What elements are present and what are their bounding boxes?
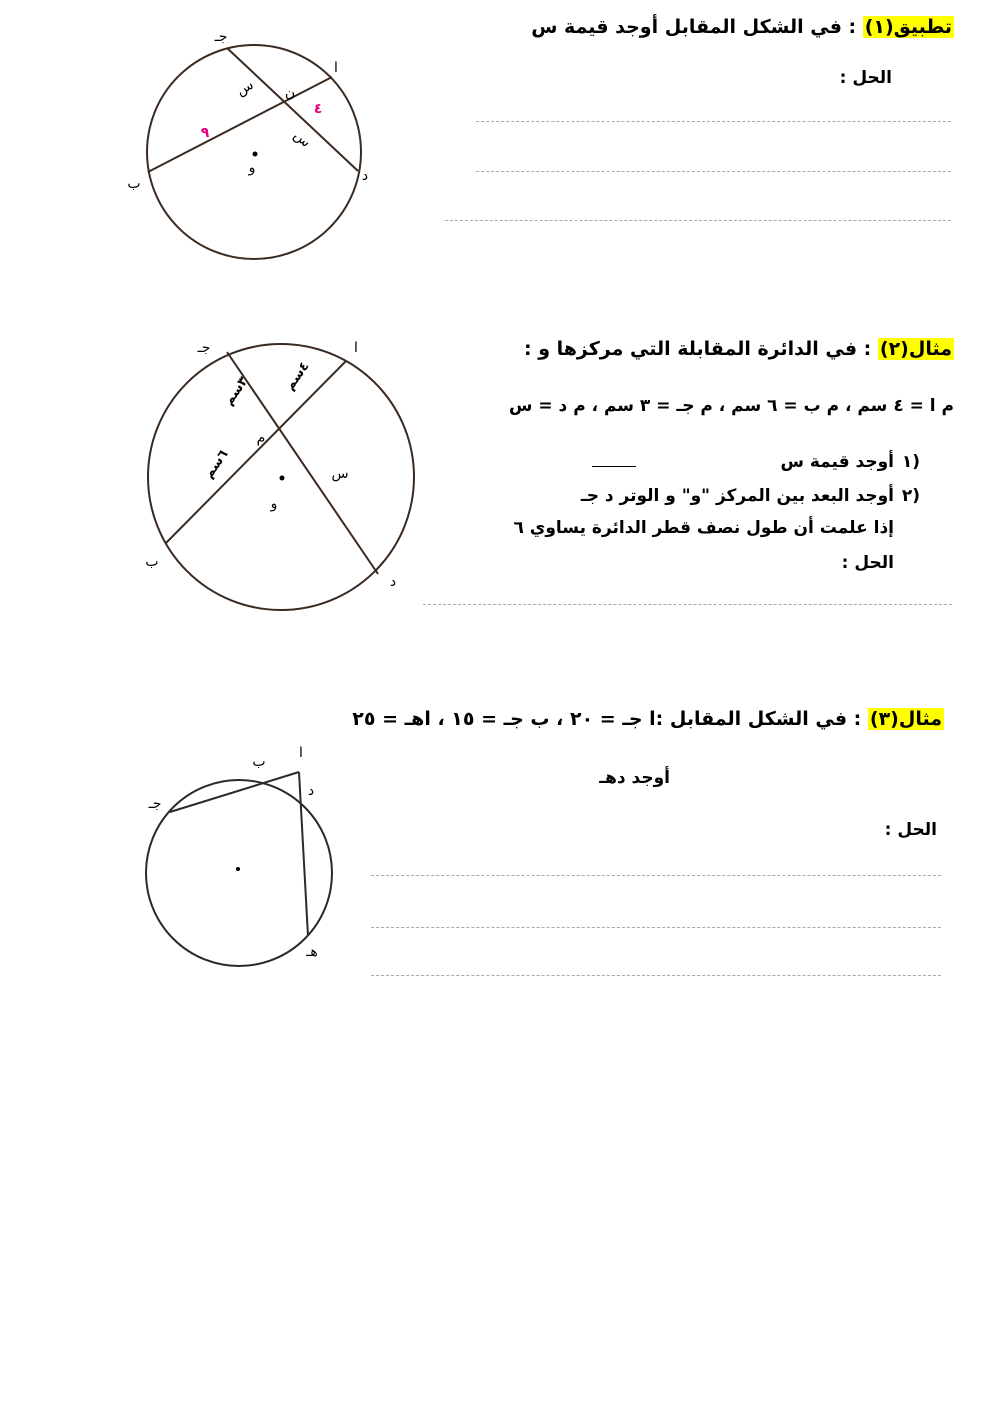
ex2-label: مثال(٢)	[879, 338, 952, 360]
ex2-q2-cont: إذا علمت أن طول نصف قطر الدائرة يساوي ٦	[513, 518, 894, 538]
ex2-label-x: س	[331, 466, 349, 482]
app1-label-x2: س	[290, 127, 314, 151]
ex2-label-o: و	[270, 496, 278, 512]
ex2-label-m: م	[256, 430, 266, 446]
ex2-label-3cm: ٣سم	[221, 374, 252, 409]
ex2-instruction: : في الدائرة المقابلة التي مركزها و :	[523, 338, 878, 360]
ex2-label-b: ب	[145, 554, 159, 570]
ex2-label-d: د	[389, 574, 397, 590]
app1-label-o: و	[248, 160, 256, 176]
app1-label-j: جـ	[214, 29, 228, 45]
app1-label-a: ا	[334, 60, 338, 76]
app1-label: تطبيق(١)	[864, 16, 952, 38]
app1-label-four: ٤	[313, 101, 323, 117]
app1-instruction: : في الشكل المقابل أوجد قيمة س	[531, 16, 863, 38]
ex2-q1: أوجد قيمة س	[780, 452, 894, 472]
ex2-label-a: ا	[354, 340, 358, 356]
app1-label-d: د	[361, 168, 369, 184]
ex2-solution-label: الحل :	[841, 553, 894, 573]
app1-label-n: ن	[284, 85, 296, 101]
ex3-secant-ajb	[170, 772, 299, 812]
app1-solution-label: الحل :	[839, 68, 892, 88]
ex2-label-6cm: ٦سم	[201, 447, 232, 482]
app1-label-b: ب	[127, 176, 141, 192]
ex3-solution-label: الحل :	[884, 820, 937, 840]
ex3-label-a: ا	[299, 745, 303, 761]
ex3-task: أوجد دهـ	[599, 768, 670, 788]
ex2-given: م ا = ٤ سم ، م ب = ٦ سم ، م جـ = ٣ سم ، م د = س	[509, 396, 954, 416]
ex3-label-b: ب	[252, 754, 266, 770]
app1-label-x1: س	[233, 76, 257, 100]
ex3-center-point	[236, 867, 240, 871]
ex3-label-d: د	[307, 783, 315, 799]
ex2-q2-num: ٢)	[901, 486, 920, 506]
app1-label-nine: ٩	[200, 125, 210, 141]
ex2-label-4cm: ٤سم	[282, 359, 313, 394]
ex3-label-j: جـ	[148, 796, 162, 812]
ex3-label-h: هـ	[306, 944, 318, 960]
ex3-instruction: : في الشكل المقابل :ا جـ = ٢٠ ، ب جـ = ١٥ ، اهـ = ٢٥	[352, 708, 868, 730]
ex2-q1-num: ١)	[901, 452, 920, 472]
ex2-q2: أوجد البعد بين المركز "و" و الوتر د جـ	[580, 486, 894, 506]
ex3-label: مثال(٣)	[869, 708, 942, 730]
ex2-label-j: جـ	[197, 340, 211, 356]
ex3-secant-adh	[299, 772, 308, 936]
